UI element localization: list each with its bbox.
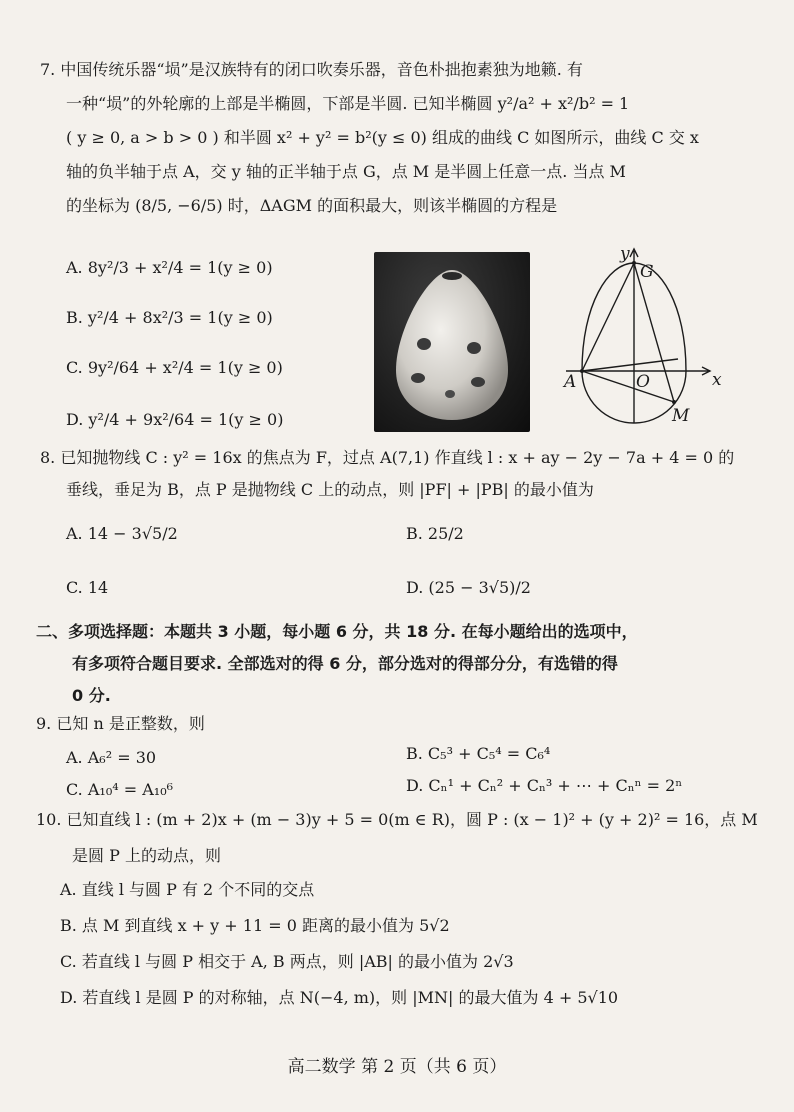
q10-option-b: B. 点 M 到直线 x + y + 11 = 0 距离的最小值为 5√2 (60, 916, 450, 935)
q10-line-1: 10. 已知直线 l : (m + 2)x + (m − 3)y + 5 = 0(m ∈ R)，圆 P : (x − 1)² + (y + 2)² = 16，点 M (36, 810, 758, 829)
diagram-label-x: x (712, 370, 722, 390)
q10-line-2: 是圆 P 上的动点，则 (72, 846, 221, 865)
xun-instrument-photo (374, 252, 530, 432)
q9-stem: 9. 已知 n 是正整数，则 (36, 714, 205, 733)
q9-option-d: D. Cₙ¹ + Cₙ² + Cₙ³ + ⋯ + Cₙⁿ = 2ⁿ (406, 776, 683, 795)
q10-option-c: C. 若直线 l 与圆 P 相交于 A, B 两点，则 |AB| 的最小值为 2√3 (60, 952, 514, 971)
q7-option-a: A. 8y²/3 + x²/4 = 1(y ≥ 0) (66, 258, 273, 277)
q9-option-a: A. A₆² = 30 (66, 748, 157, 767)
q7-option-b: B. y²/4 + 8x²/3 = 1(y ≥ 0) (66, 308, 273, 327)
q7-line-2: 一种“埙”的外轮廓的上部是半椭圆，下部是半圆. 已知半椭圆 y²/a² + x²/b² = 1 (66, 94, 630, 113)
q7-line-4: 轴的负半轴于点 A，交 y 轴的正半轴于点 G，点 M 是半圆上任意一点. 当点 M (66, 162, 626, 181)
section-2-header-line-1: 二、多项选择题：本题共 3 小题，每小题 6 分，共 18 分. 在每小题给出的选项中， (36, 622, 638, 641)
page-footer: 高二数学 第 2 页（共 6 页） (287, 1057, 507, 1077)
q8-line-2: 垂线，垂足为 B，点 P 是抛物线 C 上的动点，则 |PF| + |PB| 的最小值为 (66, 480, 594, 499)
q10-option-d: D. 若直线 l 是圆 P 的对称轴，点 N(−4, m)，则 |MN| 的最大值为 4 + 5√10 (60, 988, 619, 1007)
section-2-header-line-2: 有多项符合题目要求. 全部选对的得 6 分，部分选对的得部分分，有选错的得 (72, 654, 618, 673)
q7-line-3: ( y ≥ 0, a > b > 0 ) 和半圆 x² + y² = b²(y ≤ 0) 组成的曲线 C 如图所示，曲线 C 交 x (66, 128, 699, 147)
q10-option-a: A. 直线 l 与圆 P 有 2 个不同的交点 (60, 880, 315, 899)
q8-option-d: D. (25 − 3√5)/2 (406, 578, 531, 597)
diagram-label-m: M (672, 406, 690, 425)
q7-line-1: 7. 中国传统乐器“埙”是汉族特有的闭口吹奏乐器，音色朴拙抱素独为地籁. 有 (40, 60, 583, 79)
section-2-header-line-3: 0 分. (72, 686, 111, 705)
q8-option-c: C. 14 (66, 578, 109, 597)
q7-option-c: C. 9y²/64 + x²/4 = 1(y ≥ 0) (66, 358, 283, 377)
diagram-label-y: y (620, 245, 630, 264)
q9-option-b: B. C₅³ + C₅⁴ = C₆⁴ (406, 744, 551, 763)
q7-line-5: 的坐标为 (8/5, −6/5) 时，ΔAGM 的面积最大，则该半椭圆的方程是 (66, 196, 558, 215)
q7-option-d: D. y²/4 + 9x²/64 = 1(y ≥ 0) (66, 410, 284, 429)
diagram-label-g: G (640, 262, 654, 282)
q9-option-c: C. A₁₀⁴ = A₁₀⁶ (66, 780, 174, 799)
diagram-label-o: O (636, 372, 650, 392)
q8-option-a: A. 14 − 3√5/2 (66, 524, 178, 543)
q8-line-1: 8. 已知抛物线 C : y² = 16x 的焦点为 F，过点 A(7,1) 作直线 l : x + ay − 2y − 7a + 4 = 0 的 (40, 448, 735, 467)
curve-c-diagram (560, 245, 730, 425)
diagram-label-a: A (564, 372, 577, 392)
q8-option-b: B. 25/2 (406, 524, 464, 543)
